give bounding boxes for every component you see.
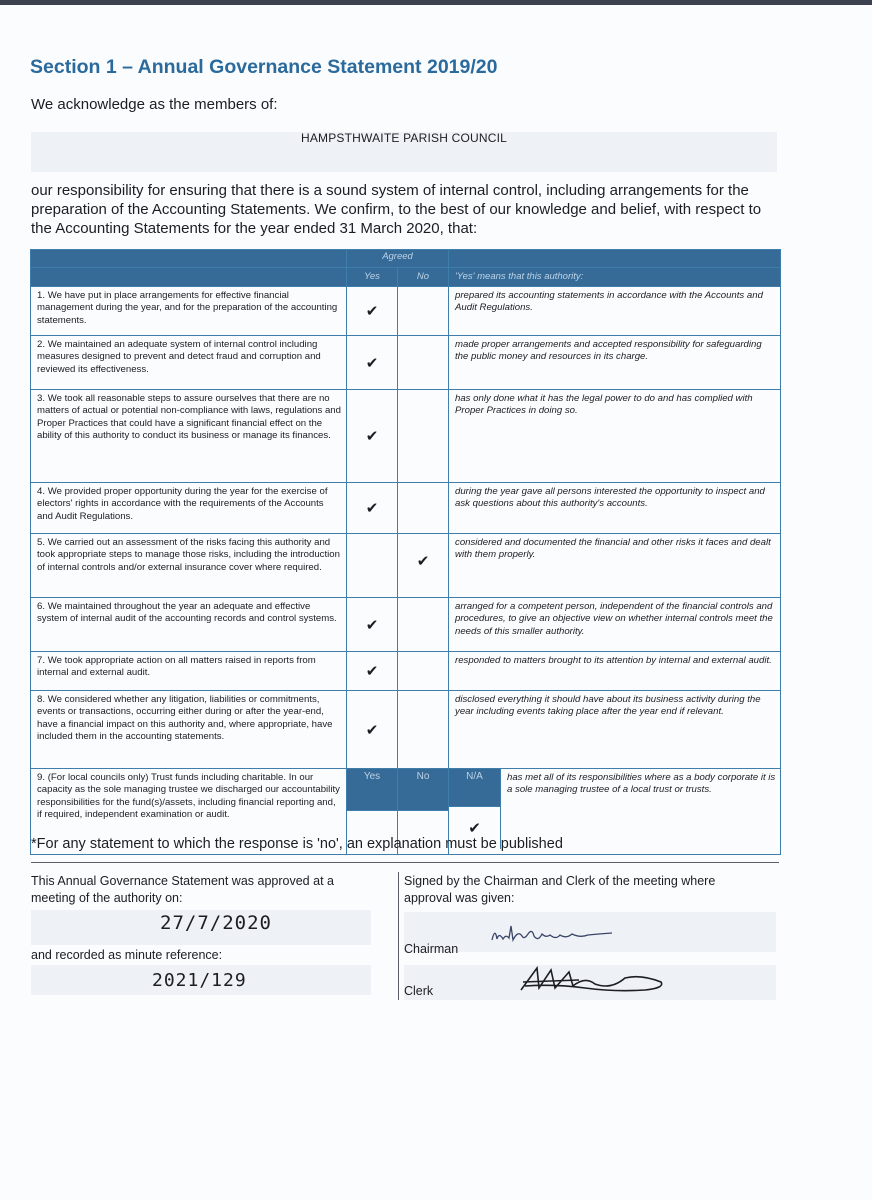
statement-5-number: 5. <box>37 537 46 548</box>
no-cell-5: ✔ <box>398 534 449 598</box>
no-header: No <box>398 268 449 287</box>
divider <box>31 862 779 863</box>
statement-8-number: 8. <box>37 694 46 705</box>
statement-2-text <box>31 336 347 390</box>
statement-6-body: We maintained throughout the year an adequate and effective system of internal audit of the accounting records and control systems. <box>37 601 337 625</box>
clerk-signature <box>515 962 675 998</box>
statement-row-2 <box>31 336 781 390</box>
statement-4-number: 4. <box>37 486 46 497</box>
statement-1-text <box>31 287 347 336</box>
yes-cell-6: ✔ <box>347 598 398 652</box>
column-divider <box>398 872 399 1000</box>
statement-1-number: 1. <box>37 290 46 301</box>
statement-4-body: We provided proper opportunity during the year for the exercise of electors' rights in accordance with the requirements of the Accounts and Audit Regulations. <box>37 486 328 522</box>
statement-7-text <box>31 652 347 691</box>
scan-top-edge <box>0 0 872 5</box>
yes-cell-8: ✔ <box>347 691 398 769</box>
statement-8-body: We considered whether any litigation, liabilities or commitments, events or transactions, occurring either during or after the year-end, have a financial impact on this authority and, where appropriate, have included them in the accounting statements. <box>37 694 333 743</box>
intro-paragraph: our responsibility for ensuring that there is a sound system of internal control, including arrangements for the preparation of the Accounting Statements. We confirm, to the best of our knowledge and belief, with respect to the Accounting Statements for the year ended 31 March 2020, that: <box>31 182 762 237</box>
approval-date: 27/7/2020 <box>160 912 272 934</box>
row9-yes-header: Yes <box>347 769 398 811</box>
meaning-2: made proper arrangements and accepted responsibility for safeguarding the public money and resources in its charge. <box>449 336 781 390</box>
statement-1-body: We have put in place arrangements for effective financial management during the year, and for the preparation of the accounting statements. <box>37 290 338 326</box>
yes-cell-5 <box>347 534 398 598</box>
meaning-3: has only done what it has the legal power to do and has complied with Proper Practices in doing so. <box>449 390 781 483</box>
clerk-label: Clerk <box>404 984 434 998</box>
row9-no-header: No <box>398 769 449 811</box>
no-cell-3 <box>398 390 449 483</box>
footnote: *For any statement to which the response is 'no', an explanation must be published <box>31 836 563 852</box>
statement-4-text <box>31 483 347 534</box>
council-name: HAMPSTHWAITE PARISH COUNCIL <box>300 131 508 145</box>
agreed-header: Agreed <box>347 250 449 268</box>
chairman-label: Chairman <box>404 942 459 956</box>
approved-text: This Annual Governance Statement was approved at a meeting of the authority on: <box>31 874 334 905</box>
yes-header: Yes <box>347 268 398 287</box>
minute-label: and recorded as minute reference: <box>31 948 223 962</box>
statement-row-6 <box>31 598 781 652</box>
meaning-6: arranged for a competent person, independent of the financial controls and procedures, to give an objective view on whether internal controls meet the needs of this smaller authority. <box>449 598 781 652</box>
yes-cell-7: ✔ <box>347 652 398 691</box>
statement-row-3 <box>31 390 781 483</box>
statement-3-text <box>31 390 347 483</box>
no-cell-6 <box>398 598 449 652</box>
statement-7-number: 7. <box>37 655 46 666</box>
yes-cell-3: ✔ <box>347 390 398 483</box>
statement-9-body: (For local councils only) Trust funds including charitable. In our capacity as the sole managing trustee we discharged our accountability responsibilities for the fund(s)/assets, including financial reporting and, if required, independent examination or audit. <box>37 772 340 821</box>
statement-2-number: 2. <box>37 339 46 350</box>
yes-cell-4: ✔ <box>347 483 398 534</box>
statement-6-number: 6. <box>37 601 46 612</box>
meaning-8: disclosed everything it should have about its business activity during the year including events taking place after the year end if relevant. <box>449 691 781 769</box>
no-cell-1 <box>398 287 449 336</box>
acknowledge-text: We acknowledge as the members of: <box>31 96 278 113</box>
statement-3-number: 3. <box>37 393 46 404</box>
row9-na-tick: ✔ <box>468 820 481 837</box>
no-cell-2 <box>398 336 449 390</box>
yes-cell-1: ✔ <box>347 287 398 336</box>
meaning-1: prepared its accounting statements in accordance with the Accounts and Audit Regulations. <box>449 287 781 336</box>
no-cell-7 <box>398 652 449 691</box>
statement-row-5 <box>31 534 781 598</box>
statement-row-1 <box>31 287 781 336</box>
meaning-7: responded to matters brought to its attention by internal and external audit. <box>449 652 781 691</box>
statement-5-text <box>31 534 347 598</box>
statement-2-body: We maintained an adequate system of internal control including measures designed to prevent and detect fraud and corruption and reviewed its effectiveness. <box>37 339 321 375</box>
statement-5-body: We carried out an assessment of the risks facing this authority and took appropriate steps to manage those risks, including the introduction of internal controls and/or external insurance cover where required. <box>37 537 340 573</box>
meaning-5: considered and documented the financial and other risks it faces and dealt with them properly. <box>449 534 781 598</box>
chairman-signature <box>488 922 618 948</box>
statement-6-text <box>31 598 347 652</box>
meaning-9: has met all of its responsibilities where as a body corporate it is a sole managing trustee of a local trust or trusts. <box>507 772 776 796</box>
statement-7-body: We took appropriate action on all matters raised in reports from internal and external audit. <box>37 655 316 679</box>
statement-8-text <box>31 691 347 769</box>
statement-3-body: We took all reasonable steps to assure ourselves that there are no matters of actual or potential non-compliance with laws, regulations and Proper Practices that could have a significant financial effect on the ability of this authority to conduct its business or manage its finances. <box>37 393 341 442</box>
no-cell-4 <box>398 483 449 534</box>
yes-cell-2: ✔ <box>347 336 398 390</box>
statement-row-7 <box>31 652 781 691</box>
no-cell-8 <box>398 691 449 769</box>
statement-row-8 <box>31 691 781 769</box>
governance-table <box>30 249 781 855</box>
row9-na-header: N/A <box>449 769 500 807</box>
meaning-4: during the year gave all persons interested the opportunity to inspect and ask questions about this authority's accounts. <box>449 483 781 534</box>
section-title: Section 1 – Annual Governance Statement 2019/20 <box>30 56 498 78</box>
statement-9-number: 9. <box>37 772 46 783</box>
header-row-agreed <box>31 250 781 268</box>
statement-row-9 <box>31 769 781 811</box>
statement-row-4 <box>31 483 781 534</box>
minute-reference: 2021/129 <box>152 970 247 991</box>
meaning-header: 'Yes' means that this authority: <box>449 268 781 287</box>
header-row-yes-no <box>31 268 781 287</box>
signed-text: Signed by the Chairman and Clerk of the meeting where approval was given: <box>404 874 716 905</box>
